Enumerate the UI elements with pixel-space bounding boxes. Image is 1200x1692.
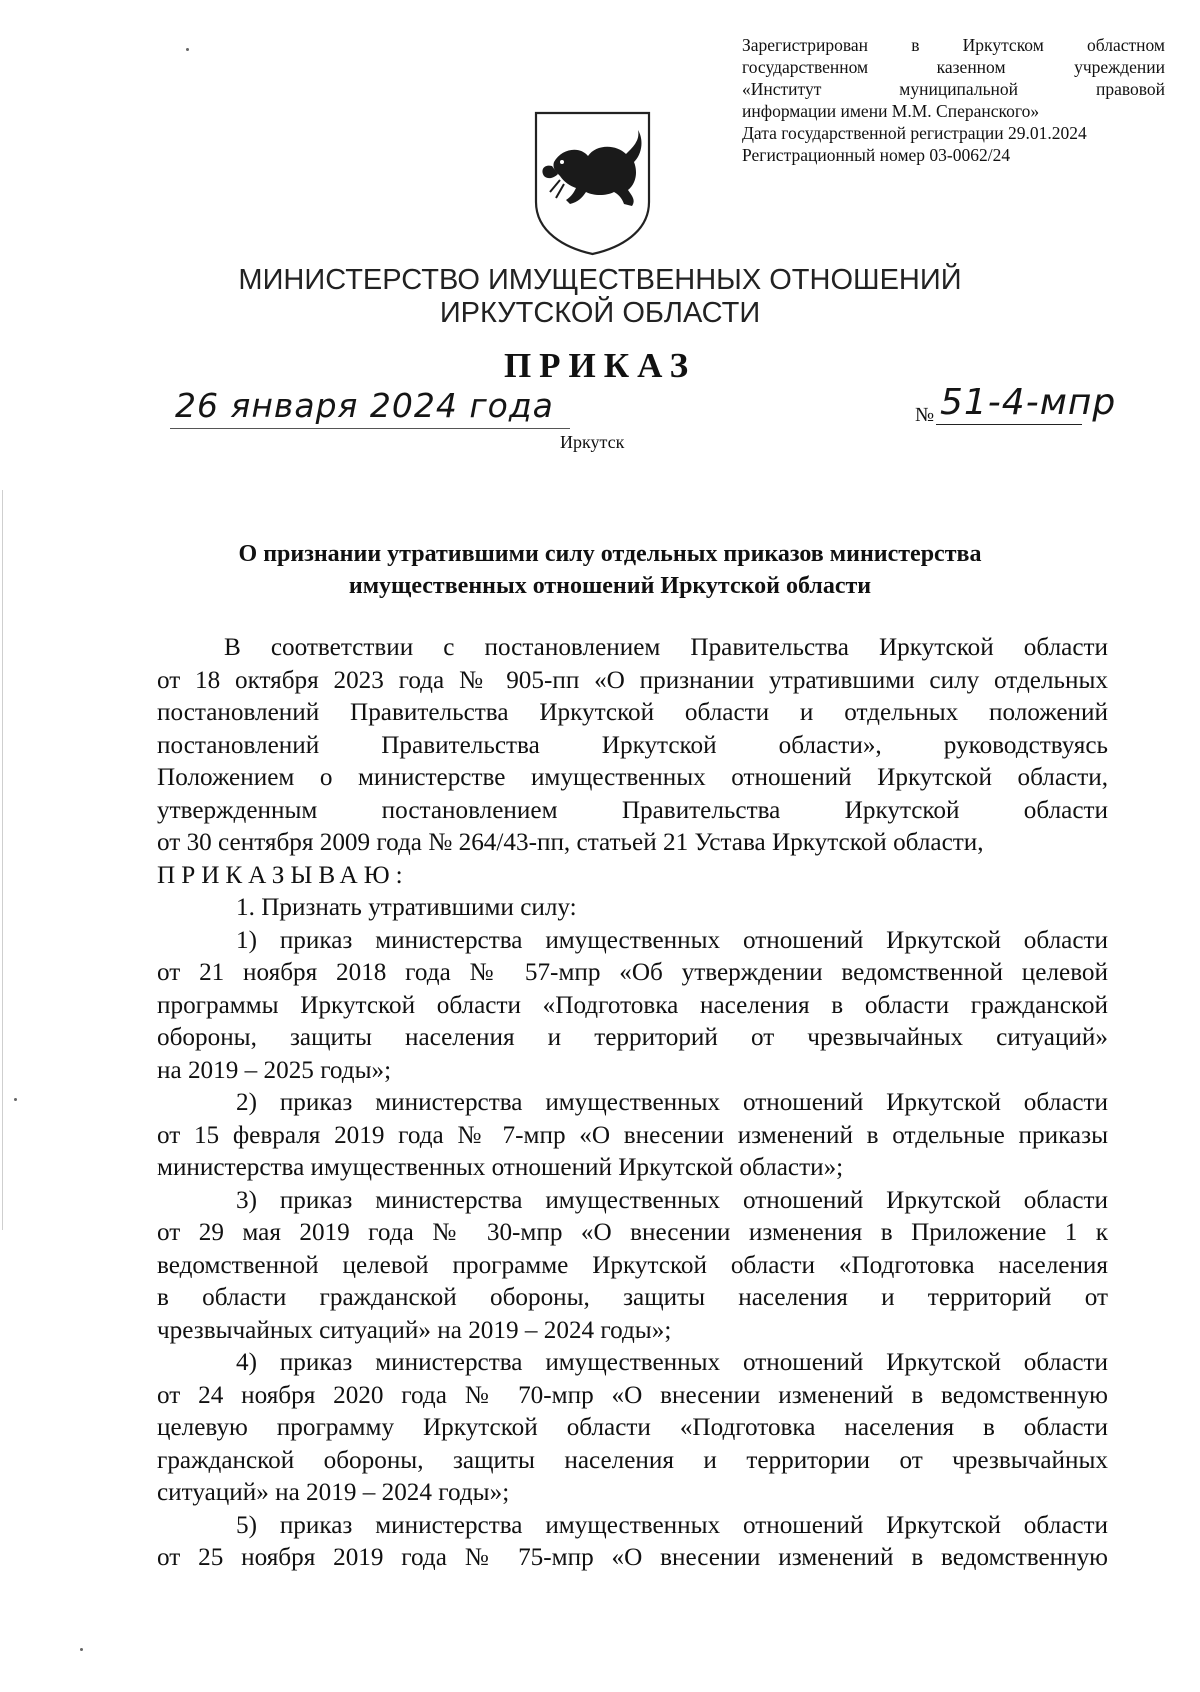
subitem-line: 1) приказ министерства имущественных отношений Иркутской области (236, 926, 1108, 954)
subitem-line: чрезвычайных ситуаций» на 2019 – 2024 годы»; (157, 1316, 672, 1344)
document-type: ПРИКАЗ (503, 346, 697, 385)
registration-number: Регистрационный номер 03-0062/24 (742, 145, 1011, 165)
subitem-line: от 24 ноября 2020 года № 70-мпр «О внесении изменений в ведомственную (157, 1381, 1108, 1409)
registration-line: информации имени М.М. Сперанского» (742, 101, 1040, 121)
paragraph-line: от 30 сентября 2009 года № 264/43-пп, статьей 21 Устава Иркутской области, (157, 829, 984, 856)
decree-word: ПРИКАЗЫВАЮ: (157, 861, 409, 889)
subitem-line: обороны, защиты населения и территорий от чрезвычайных ситуаций» (157, 1024, 1108, 1051)
subject-line: О признании утратившими силу отдельных приказов министерства (238, 541, 982, 567)
subitem-line: гражданской обороны, защиты населения и территории от чрезвычайных (157, 1446, 1108, 1474)
subitem-line: 5) приказ министерства имущественных отношений Иркутской области (236, 1511, 1108, 1539)
subitem-line: ситуаций» на 2019 – 2024 годы»; (157, 1479, 510, 1506)
subitem-line: целевую программу Иркутской области «Подготовка населения в области (157, 1414, 1108, 1441)
paragraph-line: от 18 октября 2023 года № 905-пп «О признании утратившими силу отдельных (157, 666, 1108, 694)
document-body (157, 632, 1108, 1575)
registration-date: Дата государственной регистрации 29.01.2024 (742, 123, 1087, 143)
paragraph-line: постановлений Правительства Иркутской области и отдельных положений (157, 699, 1108, 726)
handwritten-number: 51-4-мпр (940, 382, 1117, 423)
ministry-name-line2: ИРКУТСКОЙ ОБЛАСТИ (439, 297, 761, 329)
scan-speck (186, 48, 189, 51)
scan-speck (14, 1098, 17, 1101)
subitem-line: министерства имущественных отношений Иркутской области»; (157, 1154, 844, 1181)
registration-stamp (742, 34, 1165, 166)
irkutsk-coat-of-arms-icon (532, 110, 653, 256)
subitem-line: на 2019 – 2025 годы»; (157, 1056, 392, 1084)
subitem-line: от 15 февраля 2019 года № 7-мпр «О внесении изменений в отдельные приказы (157, 1121, 1108, 1149)
registration-line: государственном казенном учреждении (742, 57, 1165, 77)
subitem-line: 4) приказ министерства имущественных отношений Иркутской области (236, 1349, 1108, 1376)
subitem-line: ведомственной целевой программе Иркутской области «Подготовка населения (157, 1251, 1108, 1279)
document-subject (150, 538, 1070, 602)
paragraph-line: постановлений Правительства Иркутской области», руководствуясь (157, 731, 1108, 759)
subitem-line: от 29 мая 2019 года № 30-мпр «О внесении изменения в Приложение 1 к (157, 1219, 1108, 1246)
item-heading: 1. Признать утратившими силу: (236, 894, 577, 921)
subitem-line: от 25 ноября 2019 года № 75-мпр «О внесении изменений в ведомственную (157, 1544, 1108, 1571)
subitem-line: 2) приказ министерства имущественных отношений Иркутской области (236, 1089, 1108, 1116)
paragraph-line: утвержденным постановлением Правительства Иркутской области (157, 796, 1108, 824)
date-underline (170, 428, 570, 429)
subitem-line: в области гражданской обороны, защиты населения и территорий от (157, 1284, 1108, 1311)
ministry-name-line1: МИНИСТЕРСТВО ИМУЩЕСТВЕННЫХ ОТНОШЕНИЙ (238, 264, 962, 296)
number-sign: № (915, 404, 935, 426)
subitem-line: 3) приказ министерства имущественных отношений Иркутской области (236, 1186, 1108, 1214)
place-of-issue: Иркутск (560, 432, 625, 452)
subject-line: имущественных отношений Иркутской области (348, 573, 872, 599)
paragraph-line: Положением о министерстве имущественных отношений Иркутской области, (157, 764, 1108, 791)
registration-line: «Институт муниципальной правовой (742, 79, 1165, 99)
scan-edge (2, 490, 3, 1230)
registration-line: Зарегистрирован в Иркутском областном (742, 35, 1165, 55)
handwritten-date: 26 января 2024 года (175, 386, 554, 425)
paragraph-line: В соответствии с постановлением Правительства Иркутской области (224, 634, 1108, 661)
number-underline (936, 424, 1082, 425)
subitem-line: от 21 ноября 2018 года № 57-мпр «Об утверждении ведомственной целевой (157, 959, 1108, 986)
scan-speck (80, 1648, 83, 1651)
ministry-name (0, 264, 1200, 330)
subitem-line: программы Иркутской области «Подготовка населения в области гражданской (157, 991, 1108, 1019)
